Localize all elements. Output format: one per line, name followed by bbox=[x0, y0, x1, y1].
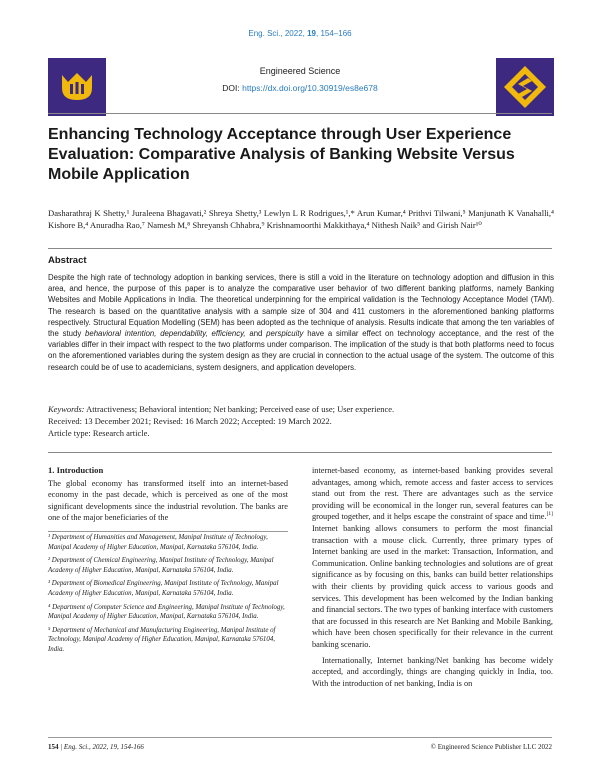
para-text: internet-based economy, as internet-based banking provides several advantages, among which, remote access and faster access to services stand out from the rest. There are advantages such as the service providing will be economical in the longer run, several features can be grouped together, and it helps escape the constraint of space and time. bbox=[312, 466, 553, 522]
footnote-item: ² Department of Chemical Engineering, Manipal Institute of Technology, Manipal Academy of Higher Education, Manipal, Karnataka 576104, India. bbox=[48, 557, 274, 574]
citation-pages: , 154–166 bbox=[316, 29, 352, 38]
author-list: Dasharathraj K Shetty,¹ Juraleena Bhagavati,² Shreya Shetty,³ Lewlyn L R Rodrigues,¹,* Arun Kumar,⁴ Prithvi Tilwani,⁵ Manjunath K Vanahalli,⁴ Kishore B,⁴ Anuradha Rao,⁷ Namesh M,⁸ Shreyansh Chhabra,⁹ Krishnamoorthi Makkithaya,⁴ Nithesh Naik⁵ and Girish Nair¹⁰ bbox=[48, 208, 554, 230]
footnote-item: ³ Department of Biomedical Engineering, Manipal Institute of Technology, Manipal Academy of Higher Education, Manipal, Karnataka 576104, India. bbox=[48, 580, 279, 597]
citation-ref[interactable]: [1] bbox=[546, 511, 553, 518]
footnote-item: ¹ Department of Humanities and Management, Manipal Institute of Technology, Manipal Academy of Higher Education, Manipal, Karnataka 576104, India. bbox=[48, 534, 268, 551]
intro-paragraph-left: The global economy has transformed itself into an internet-based economy in the past decade, which is perceived as one of the most significant developments since the industrial revolution. The banks are one of the major beneficiaries of the bbox=[48, 478, 288, 523]
keywords-line bbox=[48, 404, 554, 415]
citation-prefix: Eng. Sci., 2022, bbox=[248, 29, 308, 38]
abstract-italic-2: perspicuity bbox=[266, 329, 304, 339]
footnote-item: ⁴ Department of Computer Science and Engineering, Manipal Institute of Technology, Manipal Academy of Higher Education, Manipal, Karnataka 576104, India. bbox=[48, 603, 285, 621]
intro-paragraph-right-1 bbox=[312, 465, 553, 651]
diamond-s-logo-icon bbox=[496, 58, 554, 116]
journal-logo-right bbox=[496, 58, 554, 116]
footer-citation: | Eng. Sci., 2022, 19, 154-166 bbox=[58, 743, 144, 751]
abstract-text bbox=[48, 272, 554, 373]
doi-label: DOI: bbox=[222, 83, 243, 93]
right-column bbox=[312, 465, 553, 689]
abstract-heading: Abstract bbox=[48, 255, 87, 266]
article-type-line: Article type: Research article. bbox=[48, 428, 150, 438]
header-rule bbox=[48, 113, 552, 114]
section-heading-introduction: 1. Introduction bbox=[48, 465, 104, 475]
para-text-cont: Internet banking allows consumers to perform the most financial transaction with a mouse click. Currently, three primary types of Internet banking are used in the market: Transaction, Information, and Communication. Online banking technologies and solutions are of great significance as by focusing on this, banks can build better relationships with their clients by providing quick access to various goods and services. This development has been welcomed by the Indian banking and financial sectors. The two types of banking interface with customers that are focussed in this research are Net Banking and Mobile Banking, which have been chosen specifically for their relevance in the current banking scenario. bbox=[312, 523, 553, 649]
abstract-part-2: and bbox=[245, 329, 267, 339]
dates-line: Received: 13 December 2021; Revised: 16 March 2022; Accepted: 19 March 2022. bbox=[48, 416, 332, 426]
abstract-italic-1: behavioral intention, dependability, efficiency, bbox=[85, 329, 246, 339]
footer-rule bbox=[48, 737, 552, 738]
keywords-label: Keywords: bbox=[48, 404, 85, 414]
journal-citation bbox=[0, 29, 600, 38]
page-number: 154 bbox=[48, 743, 59, 751]
keywords-text: Attractiveness; Behavioral intention; Net banking; Perceived ease of use; User experience. bbox=[84, 404, 395, 414]
article-title: Enhancing Technology Acceptance through User Experience Evaluation: Comparative Analysis of Banking Website Versus Mobile Application bbox=[48, 126, 515, 183]
footnote-rule bbox=[48, 531, 288, 532]
abstract-bottom-rule bbox=[48, 452, 552, 453]
doi-link[interactable]: https://dx.doi.org/10.30919/es8e678 bbox=[242, 83, 378, 93]
abstract-part-1: Despite the high rate of technology adoption in banking services, there is still a void in the literature on technology adoption and diffusion in this area, and hence, the purpose of this paper is to analyze the comparative user behavior of two different banking platforms, namely Banking Websites and Mobile Applications in India. The theoretical underpinning for the empirical validation is the Technology Acceptance Model (TAM). The research is based on the quantitative analysis with a sample size of 304 and 411 customers in the aforementioned banking platforms respectively. Structural Equation Modelling (SEM) has been adopted as the technique of analysis. Results indicate that among the ten variables of the study bbox=[48, 273, 554, 339]
journal-name: Engineered Science bbox=[259, 66, 341, 76]
footnote-item: ⁵ Department of Mechanical and Manufacturing Engineering, Manipal Institute of Technology, Manipal Academy of Higher Education, Manipal, Karnataka 576104, India. bbox=[48, 626, 276, 653]
intro-paragraph-right-2: Internationally, Internet banking/Net banking has become widely accepted, and accordingly, things are changing quickly in India, too. With the introduction of net banking, India is on bbox=[312, 655, 553, 688]
copyright-notice: © Engineered Science Publisher LLC 2022 bbox=[430, 743, 552, 751]
left-column bbox=[48, 465, 288, 524]
abstract-part-3: have a similar effect on technology acceptance, and the rest of the variables differ in their impact with respect to the two platforms under comparison. The implication of the study is that both platforms need to focus on the aforementioned variables during the system design as they are crucial in connection to the actual usage of the system. The outcome of this research could be of use to academicians, system designers, and application developers. bbox=[48, 329, 555, 372]
page-footer-left bbox=[48, 743, 144, 751]
citation-volume: 19 bbox=[307, 29, 316, 38]
affiliation-footnotes bbox=[48, 533, 288, 659]
abstract-top-rule bbox=[48, 248, 552, 249]
